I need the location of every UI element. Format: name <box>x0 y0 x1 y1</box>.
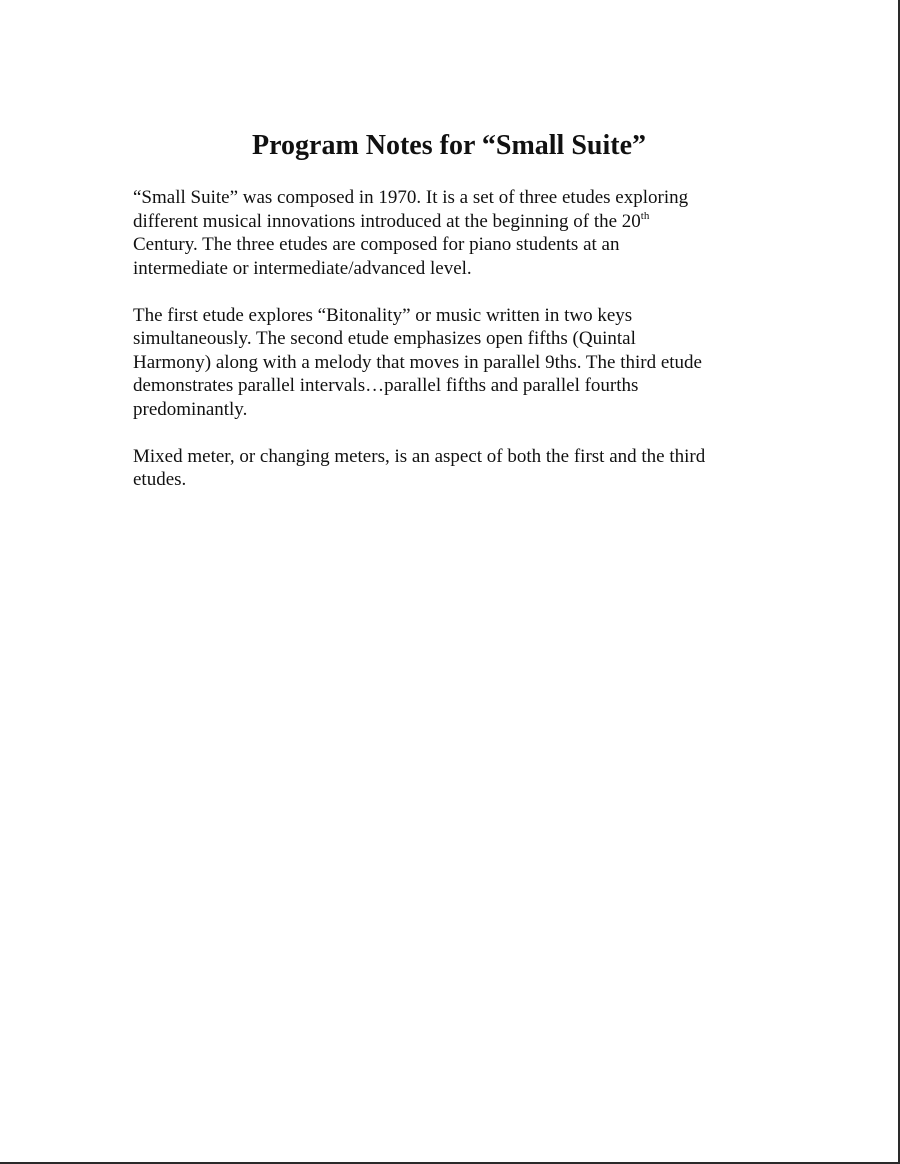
text-line: simultaneously. The second etude emphasizes open fifths (Quintal <box>133 328 636 349</box>
paragraph-etudes <box>133 304 773 422</box>
text-line: The first etude explores “Bitonality” or music written in two keys <box>133 304 633 326</box>
page-title: Program Notes for “Small Suite” <box>251 130 647 161</box>
text-line: intermediate or intermediate/advanced level. <box>133 257 472 279</box>
document-body <box>133 186 773 515</box>
superscript-ordinal: th <box>640 209 650 222</box>
paragraph-intro <box>133 186 773 280</box>
text-line: etudes. <box>133 469 187 490</box>
text-line: different musical innovations introduced at the beginning of the 20 <box>133 210 641 232</box>
paragraph-meter <box>133 445 773 492</box>
text-line: predominantly. <box>133 398 248 420</box>
text-line: “Small Suite” was composed in 1970. It is a set of three etudes exploring <box>133 187 689 208</box>
text-line: demonstrates parallel intervals…parallel fifths and parallel fourths <box>133 375 639 396</box>
text-line: Century. The three etudes are composed for piano students at an <box>133 234 620 255</box>
text-line-with-superscript <box>133 210 773 234</box>
text-line: Harmony) along with a melody that moves in parallel 9ths. The third etude <box>133 351 702 373</box>
text-line: Mixed meter, or changing meters, is an aspect of both the first and the third <box>133 445 706 467</box>
